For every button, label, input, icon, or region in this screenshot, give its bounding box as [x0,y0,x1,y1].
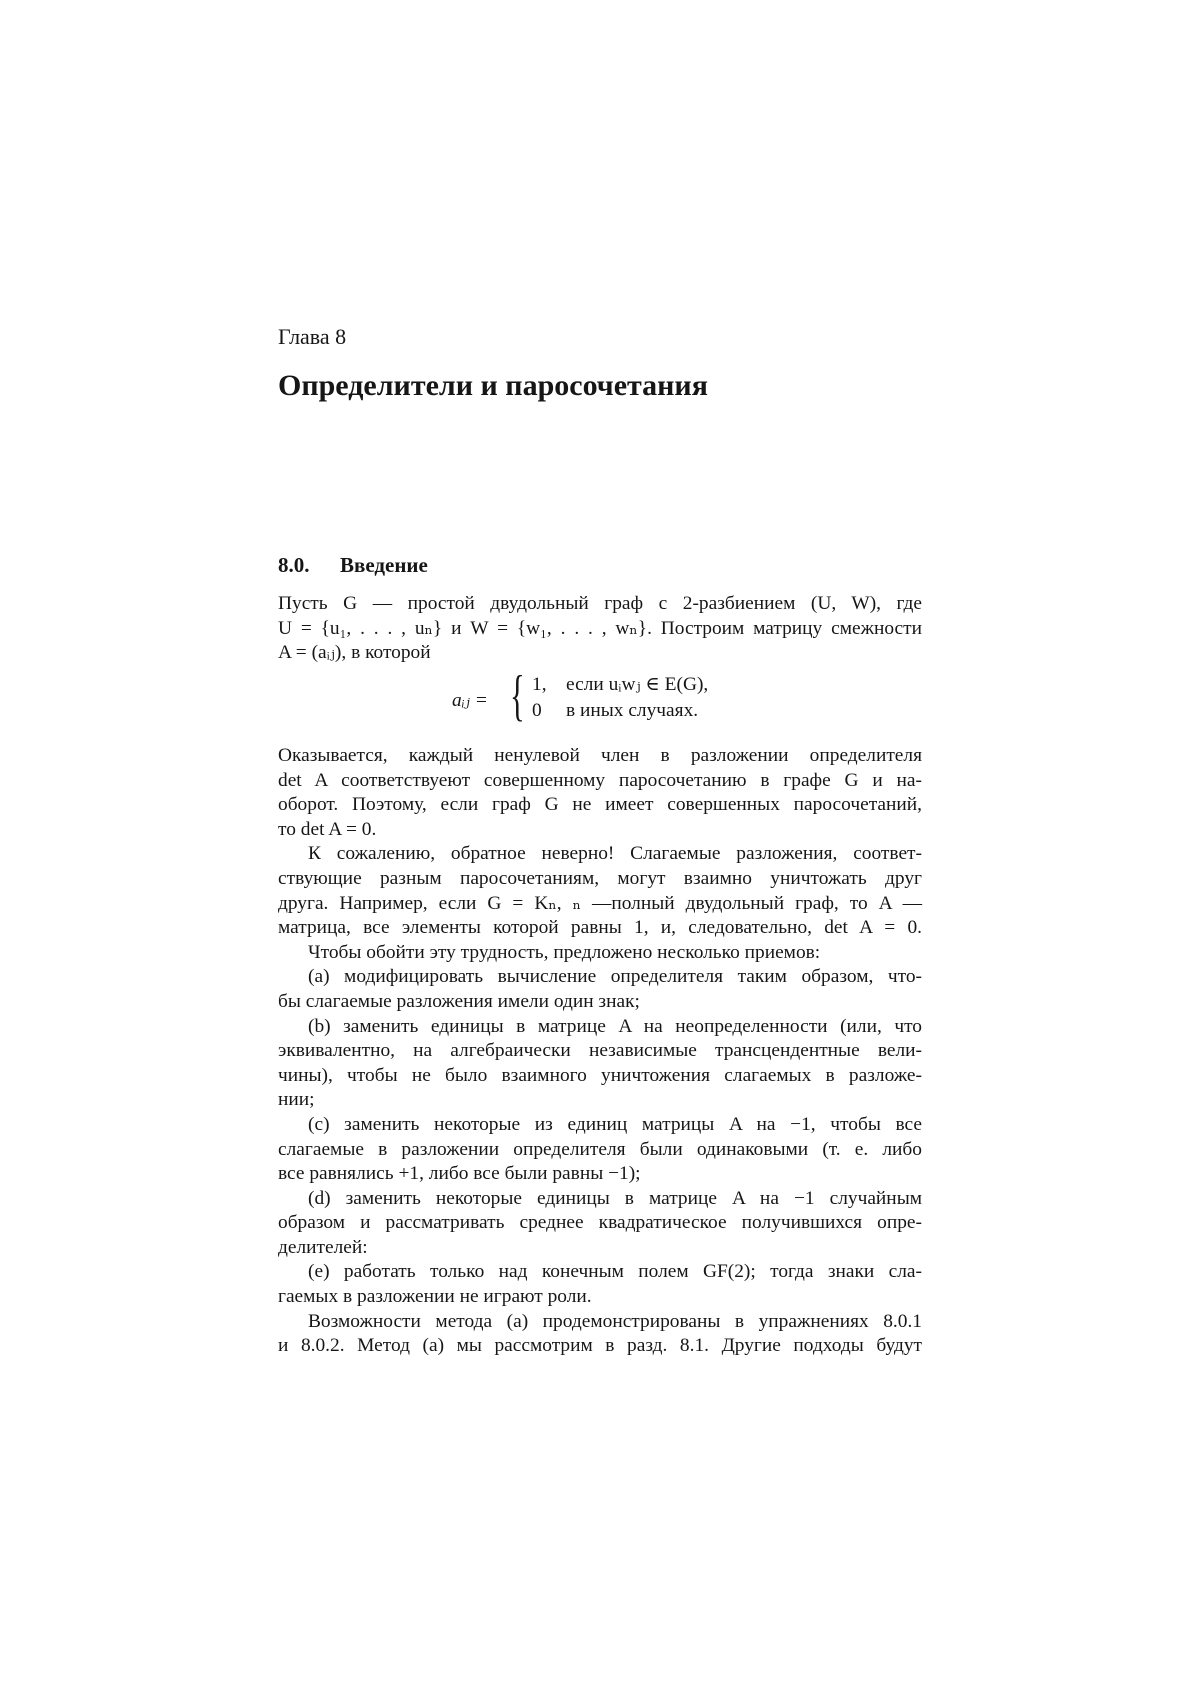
text-line: оборот. Поэтому, если граф G не имеет совершенных паросочетаний, [278,794,922,816]
text-line: нии; [278,1089,315,1111]
text-line: и 8.0.2. Метод (a) мы рассмотрим в разд. 8.1. Другие подходы будут [278,1335,922,1357]
text-line: бы слагаемые разложения имели один знак; [278,990,640,1012]
chapter-label: Глава 8 [278,324,347,349]
body-text [278,744,922,1359]
text-line: делителей: [278,1236,368,1258]
list-item-d [278,1187,922,1261]
formula-case-1-condition: если uᵢwⱼ ∈ E(G), [566,674,709,695]
formula-case-1-value: 1, [532,674,547,695]
text-line: Чтобы обойти эту трудность, предложено несколько приемов: [308,941,821,963]
adjacency-formula [452,665,752,728]
text-line: (d) заменить некоторые единицы в матрице A на −1 случайным [308,1187,922,1209]
text-line: слагаемые в разложении определителя были одинаковыми (т. е. либо [278,1138,922,1160]
section-heading [278,551,428,579]
chapter-title: Определители и паросочетания [278,369,708,402]
formula-case-2-condition: в иных случаях. [566,700,699,721]
list-item-e [278,1260,922,1309]
text-line: чины), чтобы не было взаимного уничтожения слагаемых в разложе- [278,1064,922,1086]
text-line: U = {u₁, . . . , uₙ} и W = {w₁, . . . , wₙ}. Построим матрицу смежности [278,617,922,639]
text-line: (b) заменить единицы в матрице A на неопределенности (или, что [308,1015,922,1037]
list-item-a [278,965,922,1014]
text-line: (a) модифицировать вычисление определителя таким образом, что- [308,966,922,988]
text-line: К сожалению, обратное неверно! Слагаемые разложения, соответ- [308,843,922,865]
paragraph [278,744,922,842]
text-line: эквивалентно, на алгебраически независимые трансцендентные вели- [278,1040,922,1062]
text-line: A = (aᵢⱼ), в которой [278,642,431,664]
paragraph [278,1310,922,1359]
formula-case-2 [532,700,698,722]
text-line: матрица, все элементы которой равны 1, и, следовательно, det A = 0. [278,917,922,939]
text-line: Пусть G — простой двудольный граф с 2-разбиением (U, W), где [278,593,922,614]
text-line: гаемых в разложении не играют роли. [278,1286,592,1308]
formula-case-2-value: 0 [532,700,542,721]
text-line: друга. Например, если G = Kₙ, ₙ —полный двудольный граф, то A — [278,892,922,914]
text-line: образом и рассматривать среднее квадратическое получившихся опре- [278,1212,922,1234]
text-line: (c) заменить некоторые из единиц матрицы A на −1, чтобы все [308,1113,922,1135]
text-line: Оказывается, каждый ненулевой член в разложении определителя [278,745,922,766]
text-line: ствующие разным паросочетаниям, могут взаимно уничтожать друг [278,867,922,889]
text-line: det A соответствуеют совершенному паросочетанию в графе G и на- [278,769,922,791]
formula-case-1 [532,672,708,696]
intro-paragraph [278,592,922,666]
list-item-b [278,1015,922,1113]
text-line: Возможности метода (a) продемонстрированы в упражнениях 8.0.1 [308,1310,922,1332]
text-line: (e) работать только над конечным полем GF(2); тогда знаки сла- [308,1261,922,1283]
formula-brace: { [510,665,525,727]
list-item-c [278,1113,922,1187]
text-line: все равнялись +1, либо все были равны −1); [278,1163,641,1185]
paragraph [278,842,922,940]
formula-lhs: aᵢⱼ = [452,690,488,711]
paragraph [278,941,922,966]
section-title: Введение [340,553,428,577]
section-number: 8.0. [278,553,310,577]
text-line: то det A = 0. [278,818,377,840]
